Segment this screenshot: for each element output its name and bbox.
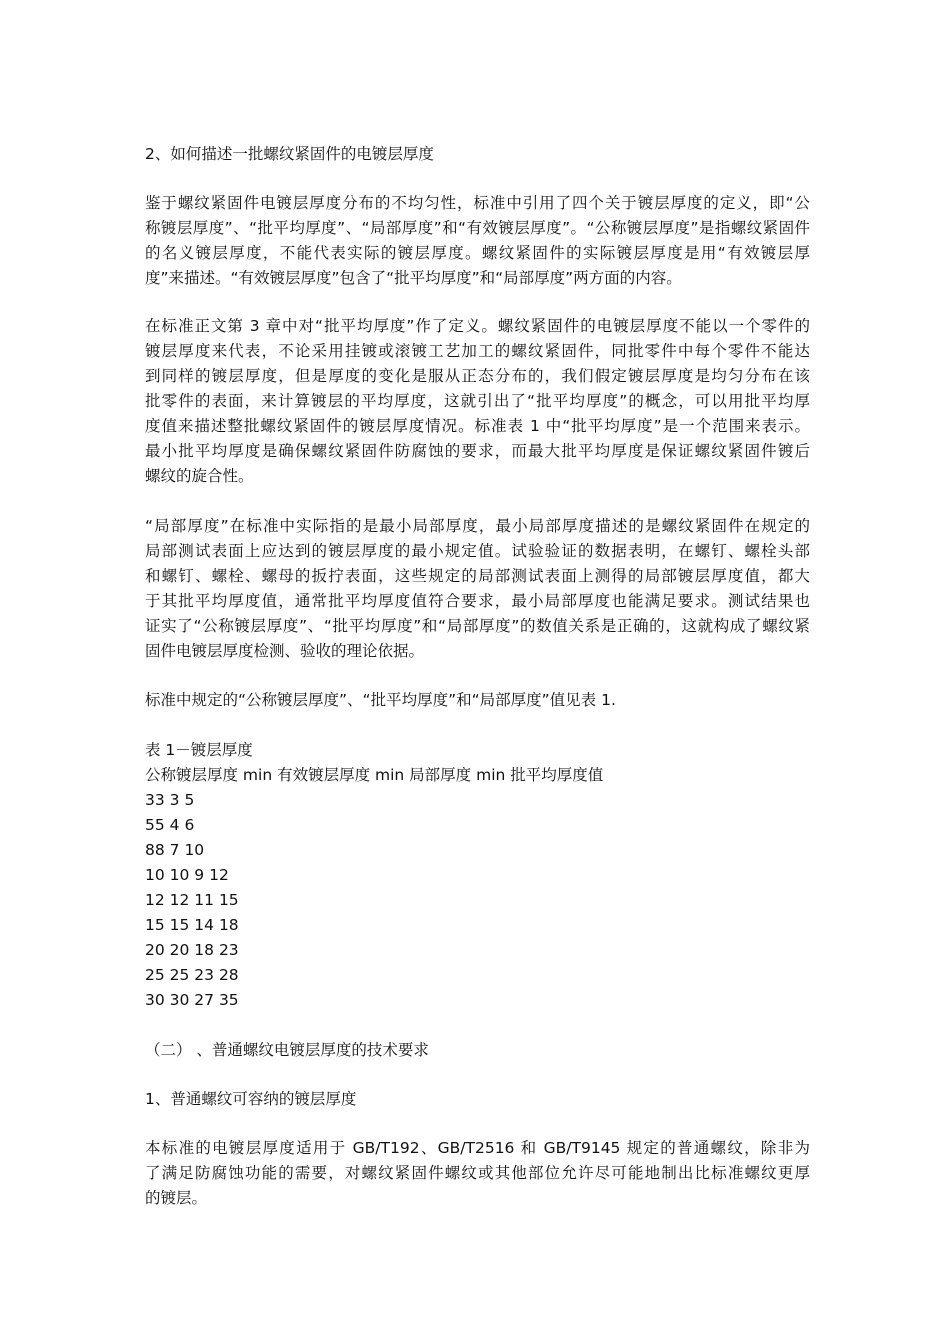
- paragraph-local-thickness: [145, 514, 810, 664]
- text-line: 最小批平均厚度是确保螺纹紧固件防腐蚀的要求，而最大批平均厚度是保证螺纹紧固件镀后: [145, 442, 810, 460]
- text-line: 镀层厚度来代表，不论采用挂镀或滚镀工艺加工的螺纹紧固件，同批零件中每个零件不能达: [145, 342, 810, 360]
- section-heading-batch-thickness: [145, 142, 810, 167]
- text-line: 标准中规定的“公称镀层厚度”、“批平均厚度”和“局部厚度”值见表 1.: [145, 691, 616, 709]
- text-line: 局部测试表面上应达到的镀层厚度的最小规定值。试验验证的数据表明，在螺钉、螺栓头部: [145, 542, 810, 560]
- table-row: 15 15 14 18: [145, 916, 239, 934]
- heading-text: （二） 、普通螺纹电镀层厚度的技术要求: [145, 1041, 429, 1059]
- text-line: 到同样的镀层厚度，但是厚度的变化是服从正态分布的，我们假定镀层厚度是均匀分布在该: [145, 367, 810, 385]
- text-line: 于其批平均厚度值，通常批平均厚度值符合要求，最小局部厚度也能满足要求。测试结果也: [145, 592, 810, 610]
- table-row: 25 25 23 28: [145, 966, 239, 984]
- text-line: 鉴于螺纹紧固件电镀层厚度分布的不均匀性，标准中引用了四个关于镀层厚度的定义，即“公: [145, 194, 810, 212]
- text-line: 螺纹的旋合性。: [145, 467, 254, 485]
- text-line: 本标准的电镀层厚度适用于 GB/T192、GB/T2516 和 GB/T9145 规定的普通螺纹，除非为: [145, 1139, 810, 1157]
- text-line: 称镀层厚度”、“批平均厚度”、“局部厚度”和“有效镀层厚度”。“公称镀层厚度”是指螺纹紧固件: [145, 219, 810, 237]
- paragraph-table-reference: [145, 688, 810, 713]
- table-row: 12 12 11 15: [145, 891, 239, 909]
- text-line: 的镀层。: [145, 1189, 208, 1207]
- section-heading-allowable-thickness: [145, 1087, 810, 1112]
- text-line: 证实了“公称镀层厚度”、“批平均厚度”和“局部厚度”的数值关系是正确的，这就构成了螺纹紧: [145, 617, 810, 635]
- table-row: 20 20 18 23: [145, 941, 239, 959]
- text-line: “局部厚度”在标准中实际指的是最小局部厚度，最小局部厚度描述的是螺纹紧固件在规定的: [145, 517, 810, 535]
- table-header: 公称镀层厚度 min 有效镀层厚度 min 局部厚度 min 批平均厚度值: [145, 766, 604, 784]
- heading-text: 2、如何描述一批螺纹紧固件的电镀层厚度: [145, 145, 434, 163]
- table-row: 10 10 9 12: [145, 866, 229, 884]
- text-line: 度”来描述。“有效镀层厚度”包含了“批平均厚度”和“局部厚度”两方面的内容。: [145, 269, 682, 287]
- text-line: 度值来描述整批螺纹紧固件的镀层厚度情况。标准表 1 中“批平均厚度”是一个范围来表示。: [145, 417, 810, 435]
- paragraph-definitions: [145, 191, 810, 291]
- text-line: 批零件的表面，来计算镀层的平均厚度，这就引出了“批平均厚度”的概念，可以用批平均厚: [145, 392, 810, 410]
- text-line: 固件电镀层厚度检测、验收的理论依据。: [145, 642, 425, 660]
- paragraph-batch-average: [145, 314, 810, 489]
- heading-text: 1、普通螺纹可容纳的镀层厚度: [145, 1090, 357, 1108]
- text-line: 在标准正文第 3 章中对“批平均厚度”作了定义。螺纹紧固件的电镀层厚度不能以一个零件的: [145, 317, 810, 335]
- table-row: 33 3 5: [145, 791, 195, 809]
- table-row: 55 4 6: [145, 816, 195, 834]
- table-row: 30 30 27 35: [145, 991, 239, 1009]
- table-caption: 表 1－镀层厚度: [145, 741, 253, 759]
- paragraph-standard-scope: [145, 1136, 810, 1211]
- text-line: 的名义镀层厚度，不能代表实际的镀层厚度。螺纹紧固件的实际镀层厚度是用“有效镀层厚: [145, 244, 810, 262]
- table-row: 88 7 10: [145, 841, 205, 859]
- table-coating-thickness: [145, 738, 810, 1013]
- text-line: 和螺钉、螺栓、螺母的扳拧表面，这些规定的局部测试表面上测得的局部镀层厚度值，都大: [145, 567, 810, 585]
- section-heading-technical-requirements: [145, 1038, 810, 1063]
- text-line: 了满足防腐蚀功能的需要，对螺纹紧固件螺纹或其他部位允许尽可能地制出比标准螺纹更厚: [145, 1164, 810, 1182]
